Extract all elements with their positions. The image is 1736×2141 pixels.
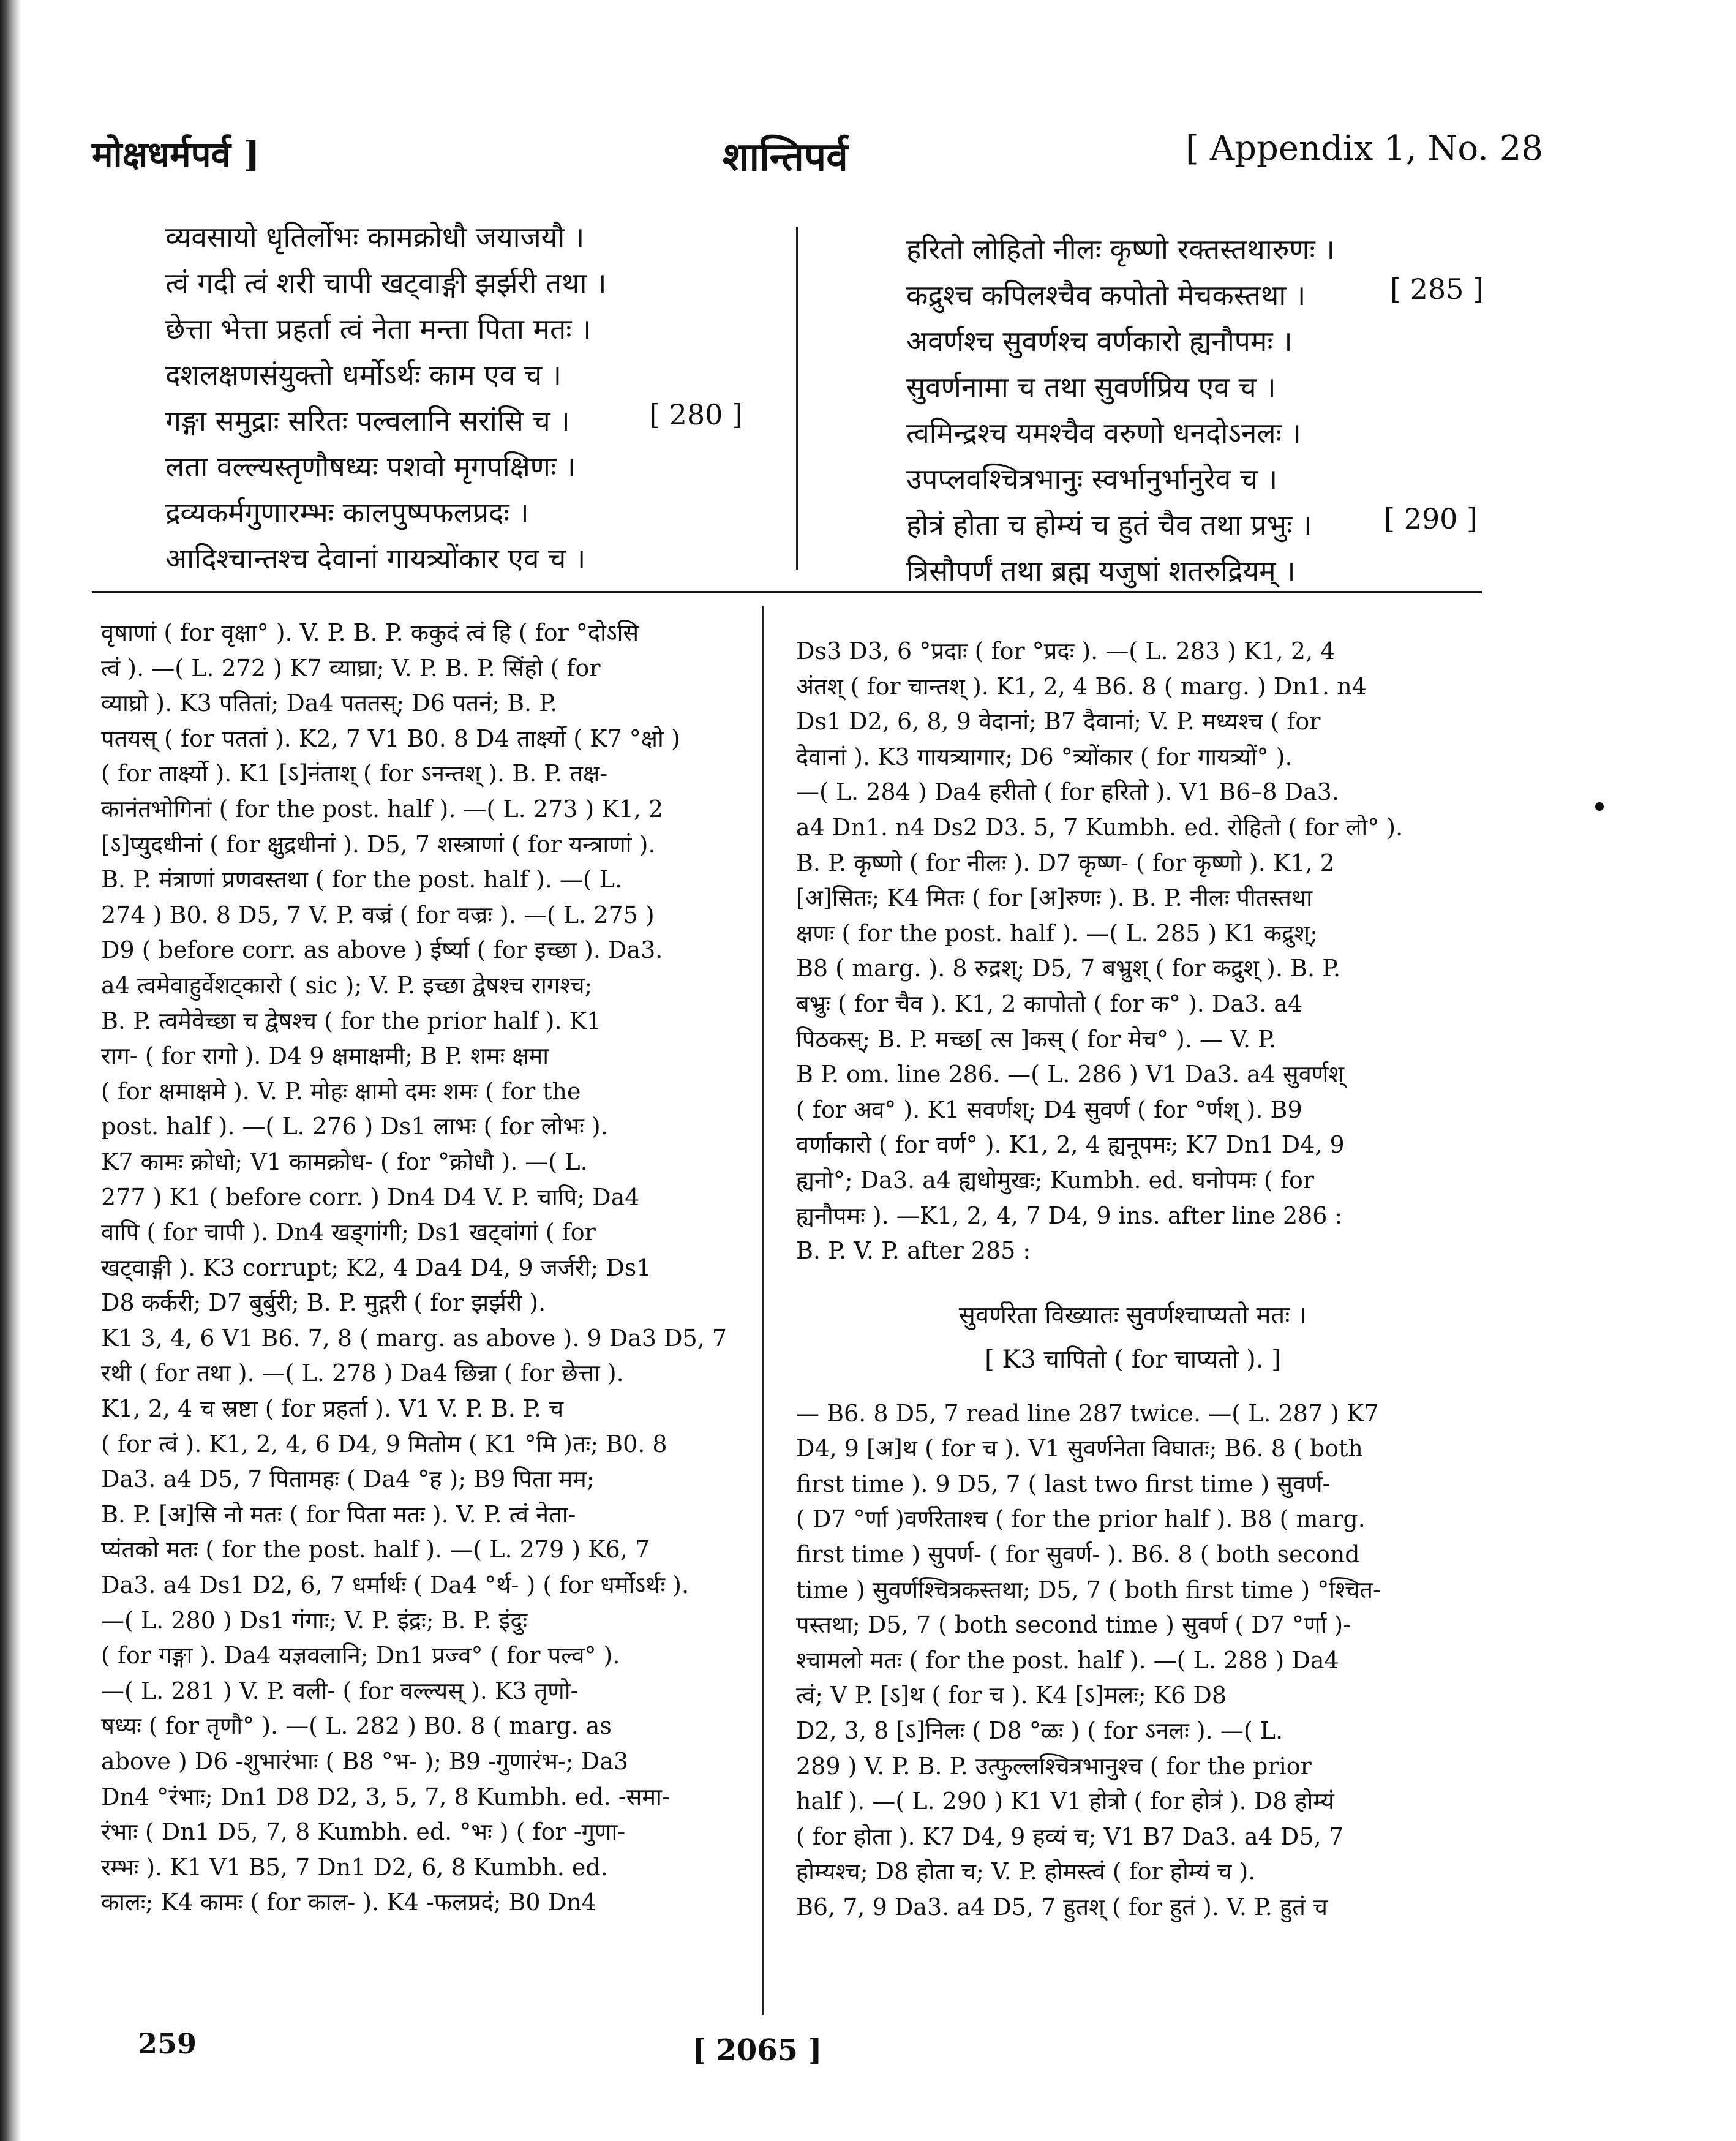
note-line: Da3. a4 D5, 7 पितामहः ( Da4 °ह ); B9 पिता मम; — [101, 1466, 595, 1493]
note-line: त्वं; V P. [ऽ]थ ( for च ). K4 [ऽ]मलः; K6 D8 — [796, 1682, 1227, 1709]
verse-number-285: [ 285 ] — [1390, 273, 1484, 306]
note-line: ( for तार्क्ष्यो ). K1 [ऽ]नंताश् ( for ऽनन्तश् ). B. P. तक्ष- — [101, 760, 608, 788]
note-line: K7 कामः क्रोधो; V1 कामक्रोध- ( for °क्रोधौ ). —( L. — [101, 1148, 588, 1175]
note-line: half ). —( L. 290 ) K1 V1 होत्रो ( for होत्रं ). D8 होम्यं — [796, 1788, 1334, 1815]
note-line: 274 ) B0. 8 D5, 7 V. P. वज्रं ( for वज्रः ). —( L. 275 ) — [101, 901, 655, 928]
note-line: अंतश् ( for चान्तश् ). K1, 2, 4 B6. 8 ( marg. ) Dn1. n4 — [796, 672, 1367, 700]
column-divider — [762, 606, 764, 2015]
note-line: B. P. मंत्राणां प्रणवस्तथा ( for the post. half ). —( L. — [101, 866, 623, 894]
verse-line: दशलक्षणसंयुक्तो धर्मोऽर्थः काम एव च । — [165, 358, 562, 391]
note-line: B8 ( marg. ). 8 रुद्रश्; D5, 7 बभ्रुश् ( for कद्रुश् ). B. P. — [796, 955, 1341, 982]
note-line: खट्वाङ्गी ). K3 corrupt; K2, 4 Da4 D4, 9 जर्जरी; Ds1 — [101, 1254, 652, 1281]
note-line: त्वं ). —( L. 272 ) K7 व्याघ्रा; V. P. B. P. सिंहो ( for — [101, 654, 601, 682]
note-line: Ds3 D3, 6 °प्रदाः ( for °प्रदः ). —( L. 283 ) K1, 2, 4 — [796, 638, 1336, 664]
page-number-local: 259 — [138, 2027, 197, 2060]
verse-line: अवर्णश्च सुवर्णश्च वर्णकारो ह्यनौपमः । — [906, 325, 1293, 358]
note-line: वर्णाकारो ( for वर्ण° ). K1, 2, 4 ह्यनूपमः; K7 Dn1 D4, 9 — [796, 1131, 1345, 1159]
note-line: ह्यनो°; Da3. a4 ह्यधोमुखः; Kumbh. ed. घनोपमः ( for — [796, 1166, 1315, 1194]
note-line: [ऽ]प्युदधीनां ( for क्षुद्रधीनां ). D5, 7 शस्त्राणां ( for यन्त्राणां ). — [101, 830, 656, 858]
verse-line: व्यवसायो धृतिर्लोभः कामक्रोधौ जयाजयौ । — [165, 220, 585, 254]
note-line: श्चामलो मतः ( for the post. half ). —( L. 288 ) Da4 — [796, 1646, 1339, 1674]
note-line: वापि ( for चापी ). Dn4 खड्गांगी; Ds1 खट्वांगां ( for — [101, 1219, 596, 1246]
note-line: first time ). 9 D5, 7 ( last two first time ) सुवर्ण- — [796, 1470, 1331, 1497]
note-line: प्यंतको मतः ( for the post. half ). —( L. 279 ) K6, 7 — [101, 1536, 650, 1563]
note-line: B. P. त्वमेवेच्छा च द्वेषश्च ( for the prior half ). K1 — [101, 1007, 602, 1034]
note-line: ह्यनौपमः ). —K1, 2, 4, 7 D4, 9 ins. after line 286 : — [796, 1202, 1343, 1229]
note-line: first time ) सुपर्ण- ( for सुवर्ण- ). B6. 8 ( both second — [796, 1541, 1360, 1568]
column-divider — [796, 227, 798, 570]
running-header — [92, 129, 1543, 184]
note-line: ( for त्वं ). K1, 2, 4, 6 D4, 9 मितोम ( K1 °मि )तः; B0. 8 — [101, 1430, 667, 1458]
inserted-verse-variant: [ K3 चापितो ( for चाप्यतो ). ] — [985, 1345, 1281, 1374]
verse-line: होत्रं होता च होम्यं च हुतं चैव तथा प्रभुः । — [906, 508, 1312, 541]
note-line: ( for अव° ). K1 सवर्णश्; D4 सुवर्ण ( for °र्णश् ). B9 — [796, 1096, 1302, 1123]
note-line: ( for गङ्गा ). Da4 यज्ञवलानि; Dn1 प्रज्व° ( for पल्व° ). — [101, 1642, 620, 1669]
note-line: वृषाणां ( for वृक्षा° ). V. P. B. P. ककुदं त्वं हि ( for °दोऽसि — [101, 619, 639, 646]
verse-line: छेत्ता भेत्ता प्रहर्ता त्वं नेता मन्ता पिता मतः । — [165, 312, 592, 345]
verse-line: कद्रुश्च कपिलश्चैव कपोतो मेचकस्तथा । — [906, 279, 1306, 312]
note-line: 277 ) K1 ( before corr. ) Dn4 D4 V. P. चापि; Da4 — [101, 1183, 640, 1211]
note-line: रथी ( for तथा ). —( L. 278 ) Da4 छिन्ना ( for छेत्ता ). — [101, 1360, 624, 1387]
note-line: K1, 2, 4 च स्रष्टा ( for प्रहर्ता ). V1 V. P. B. P. च — [101, 1395, 564, 1423]
inserted-verse: सुवर्णरेता विख्यातः सुवर्णश्चाप्यतो मतः । — [958, 1301, 1307, 1330]
note-line: Dn4 °रंभाः; Dn1 D8 D2, 3, 5, 7, 8 Kumbh. ed. -समा- — [101, 1783, 670, 1810]
verse-number-290: [ 290 ] — [1384, 502, 1478, 535]
note-line: पस्तथा; D5, 7 ( both second time ) सुवर्ण ( D7 °र्णा )- — [796, 1611, 1351, 1639]
note-line: D9 ( before corr. as above ) ईर्ष्या ( for इच्छा ). Da3. — [101, 936, 663, 964]
note-line: K1 3, 4, 6 V1 B6. 7, 8 ( marg. as above ). 9 Da3 D5, 7 — [101, 1324, 727, 1352]
header-parva-title: शान्तिपर्व — [723, 134, 848, 180]
note-line: D4, 9 [अ]थ ( for च ). V1 सुवर्णनेता विघातः; B6. 8 ( both — [796, 1435, 1363, 1462]
note-line: कालः; K4 कामः ( for काल- ). K4 -फलप्रदं; B0 Dn4 — [101, 1889, 596, 1916]
note-line: कानंतभोगिनां ( for the post. half ). —( L. 273 ) K1, 2 — [101, 795, 664, 822]
note-line: B. P. V. P. after 285 : — [796, 1237, 1031, 1265]
verse-line: त्वं गदी त्वं शरी चापी खट्वाङ्गी झर्झरी तथा । — [165, 266, 607, 299]
note-line: above ) D6 -शुभारंभाः ( B8 °भ- ); B9 -गुणारंभ-; Da3 — [101, 1748, 629, 1775]
verse-line: आदिश्चान्तश्च देवानां गायत्र्योंकार एव च । — [165, 542, 586, 575]
verse-line: हरितो लोहितो नीलः कृष्णो रक्तस्तथारुणः । — [906, 233, 1335, 266]
note-line: व्याघ्रो ). K3 पतितां; Da4 पततस्; D6 पतनं; B. P. — [101, 690, 558, 717]
note-line: — B6. 8 D5, 7 read line 287 twice. —( L. 287 ) K7 — [796, 1399, 1379, 1427]
note-line: रम्भः ). K1 V1 B5, 7 Dn1 D2, 6, 8 Kumbh. ed. — [101, 1853, 608, 1881]
note-line: —( L. 281 ) V. P. वली- ( for वल्ल्यस् ). K3 तृणो- — [101, 1677, 579, 1704]
note-line: क्षणः ( for the post. half ). —( L. 285 ) K1 कद्रुश्; — [796, 919, 1318, 947]
critical-notes-right — [796, 634, 1470, 1925]
note-line: B. P. कृष्णो ( for नीलः ). D7 कृष्ण- ( for कृष्णो ). K1, 2 — [796, 849, 1335, 876]
note-line: रंभाः ( Dn1 D5, 7, 8 Kumbh. ed. °भः ) ( for -गुणा- — [101, 1818, 626, 1846]
note-line: पतयस् ( for पततां ). K2, 7 V1 B0. 8 D4 तार्क्ष्यो ( K7 °क्षो ) — [101, 724, 680, 752]
note-line: बभ्रुः ( for चैव ). K1, 2 कापोतो ( for क° ). Da3. a4 — [796, 990, 1303, 1017]
note-line: ( for होता ). K7 D4, 9 हव्यं च; V1 B7 Da3. a4 D5, 7 — [796, 1823, 1343, 1850]
note-line: B P. om. line 286. —( L. 286 ) V1 Da3. a4 सुवर्णश् — [796, 1061, 1345, 1088]
note-line: time ) सुवर्णश्चित्रकस्तथा; D5, 7 ( both first time ) °श्चित- — [796, 1576, 1381, 1603]
note-line: Da3. a4 Ds1 D2, 6, 7 धर्मार्थः ( Da4 °र्थ- ) ( for धर्मोऽर्थः ). — [101, 1571, 690, 1599]
critical-notes-left — [101, 615, 741, 1921]
verse-line: त्वमिन्द्रश्च यमश्चैव वरुणो धनदोऽनलः । — [906, 416, 1301, 450]
note-line: 289 ) V. P. B. P. उत्फुल्लश्चित्रभानुश्च ( for the prior — [796, 1752, 1312, 1780]
note-line: —( L. 280 ) Ds1 गंगाः; V. P. इंद्रः; B. P. इंदुः — [101, 1606, 528, 1634]
note-line: B6, 7, 9 Da3. a4 D5, 7 हुतश् ( for हुतं ). V. P. हुतं च — [796, 1894, 1328, 1921]
note-line: Ds1 D2, 6, 8, 9 वेदानां; B7 दैवानां; V. P. मध्यश्च ( for — [796, 708, 1321, 736]
note-line: post. half ). —( L. 276 ) Ds1 लाभः ( for लोभः ). — [101, 1113, 608, 1140]
page-number-global: [ 2065 ] — [692, 2033, 822, 2068]
verse-line: द्रव्यकर्मगुणारम्भः कालपुष्पफलप्रदः । — [165, 496, 529, 529]
note-line: [अ]सितः; K4 मितः ( for [अ]रुणः ). B. P. नीलः पीतस्तथा — [796, 884, 1312, 912]
verse-number-280: [ 280 ] — [649, 398, 743, 431]
note-line: ( D7 °र्णा )वर्णरेताश्च ( for the prior half ). B8 ( marg. — [796, 1505, 1366, 1533]
note-line: a4 त्वमेवाहुर्वेशट्कारो ( sic ); V. P. इच्छा द्वेषश्च रागश्च; — [101, 971, 593, 999]
note-line: पिठकस्; B. P. मच्छ[ त्स ]कस् ( for मेच° ). — V. P. — [796, 1025, 1277, 1053]
verse-line: उपप्लवश्चित्रभानुः स्वर्भानुर्भानुरेव च । — [906, 462, 1278, 495]
header-appendix-ref: [ Appendix 1, No. 28 — [1186, 129, 1543, 168]
scan-speck — [1595, 802, 1604, 811]
note-line: ( for क्षमाक्षमे ). V. P. मोहः क्षामो दमः शमः ( for the — [101, 1077, 581, 1105]
verse-line: त्रिसौपर्णं तथा ब्रह्म यजुषां शतरुद्रियम् । — [906, 554, 1296, 587]
note-line: होम्यश्च; D8 होता च; V. P. होमस्त्वं ( for होम्यं च ). — [796, 1858, 1256, 1886]
verse-line: लता वल्ल्यस्तृणौषध्यः पशवो मृगपक्षिणः । — [165, 450, 576, 483]
note-line: राग- ( for रागो ). D4 9 क्षमाक्षमी; B P. शमः क्षमा — [101, 1042, 549, 1070]
note-line: षध्यः ( for तृणौ° ). —( L. 282 ) B0. 8 ( marg. as — [101, 1712, 612, 1740]
note-line: a4 Dn1. n4 Ds2 D3. 5, 7 Kumbh. ed. रोहितो ( for लो° ). — [796, 813, 1403, 841]
header-section-title: मोक्षधर्मपर्व ] — [92, 134, 260, 175]
note-line: D2, 3, 8 [ऽ]निलः ( D8 °ळः ) ( for ऽनलः ). —( L. — [796, 1717, 1283, 1745]
verse-line: गङ्गा समुद्राः सरितः पल्वलानि सरांसि च । — [165, 404, 570, 437]
verse-line: सुवर्णनामा च तथा सुवर्णप्रिय एव च । — [906, 371, 1276, 404]
note-line: —( L. 284 ) Da4 हरीतो ( for हरितो ). V1 B6–8 Da3. — [796, 778, 1339, 806]
note-line: D8 कर्करी; D7 बुर्बुरी; B. P. मुद्गरी ( for झर्झरी ). — [101, 1289, 546, 1317]
scan-binding-edge — [0, 0, 21, 2141]
note-line: B. P. [अ]सि नो मतः ( for पिता मतः ). V. P. त्वं नेता- — [101, 1500, 576, 1528]
horizontal-rule — [92, 591, 1482, 593]
note-line: देवानां ). K3 गायत्र्यागार; D6 °त्र्योंकार ( for गायत्र्यों° ). — [796, 743, 1293, 770]
